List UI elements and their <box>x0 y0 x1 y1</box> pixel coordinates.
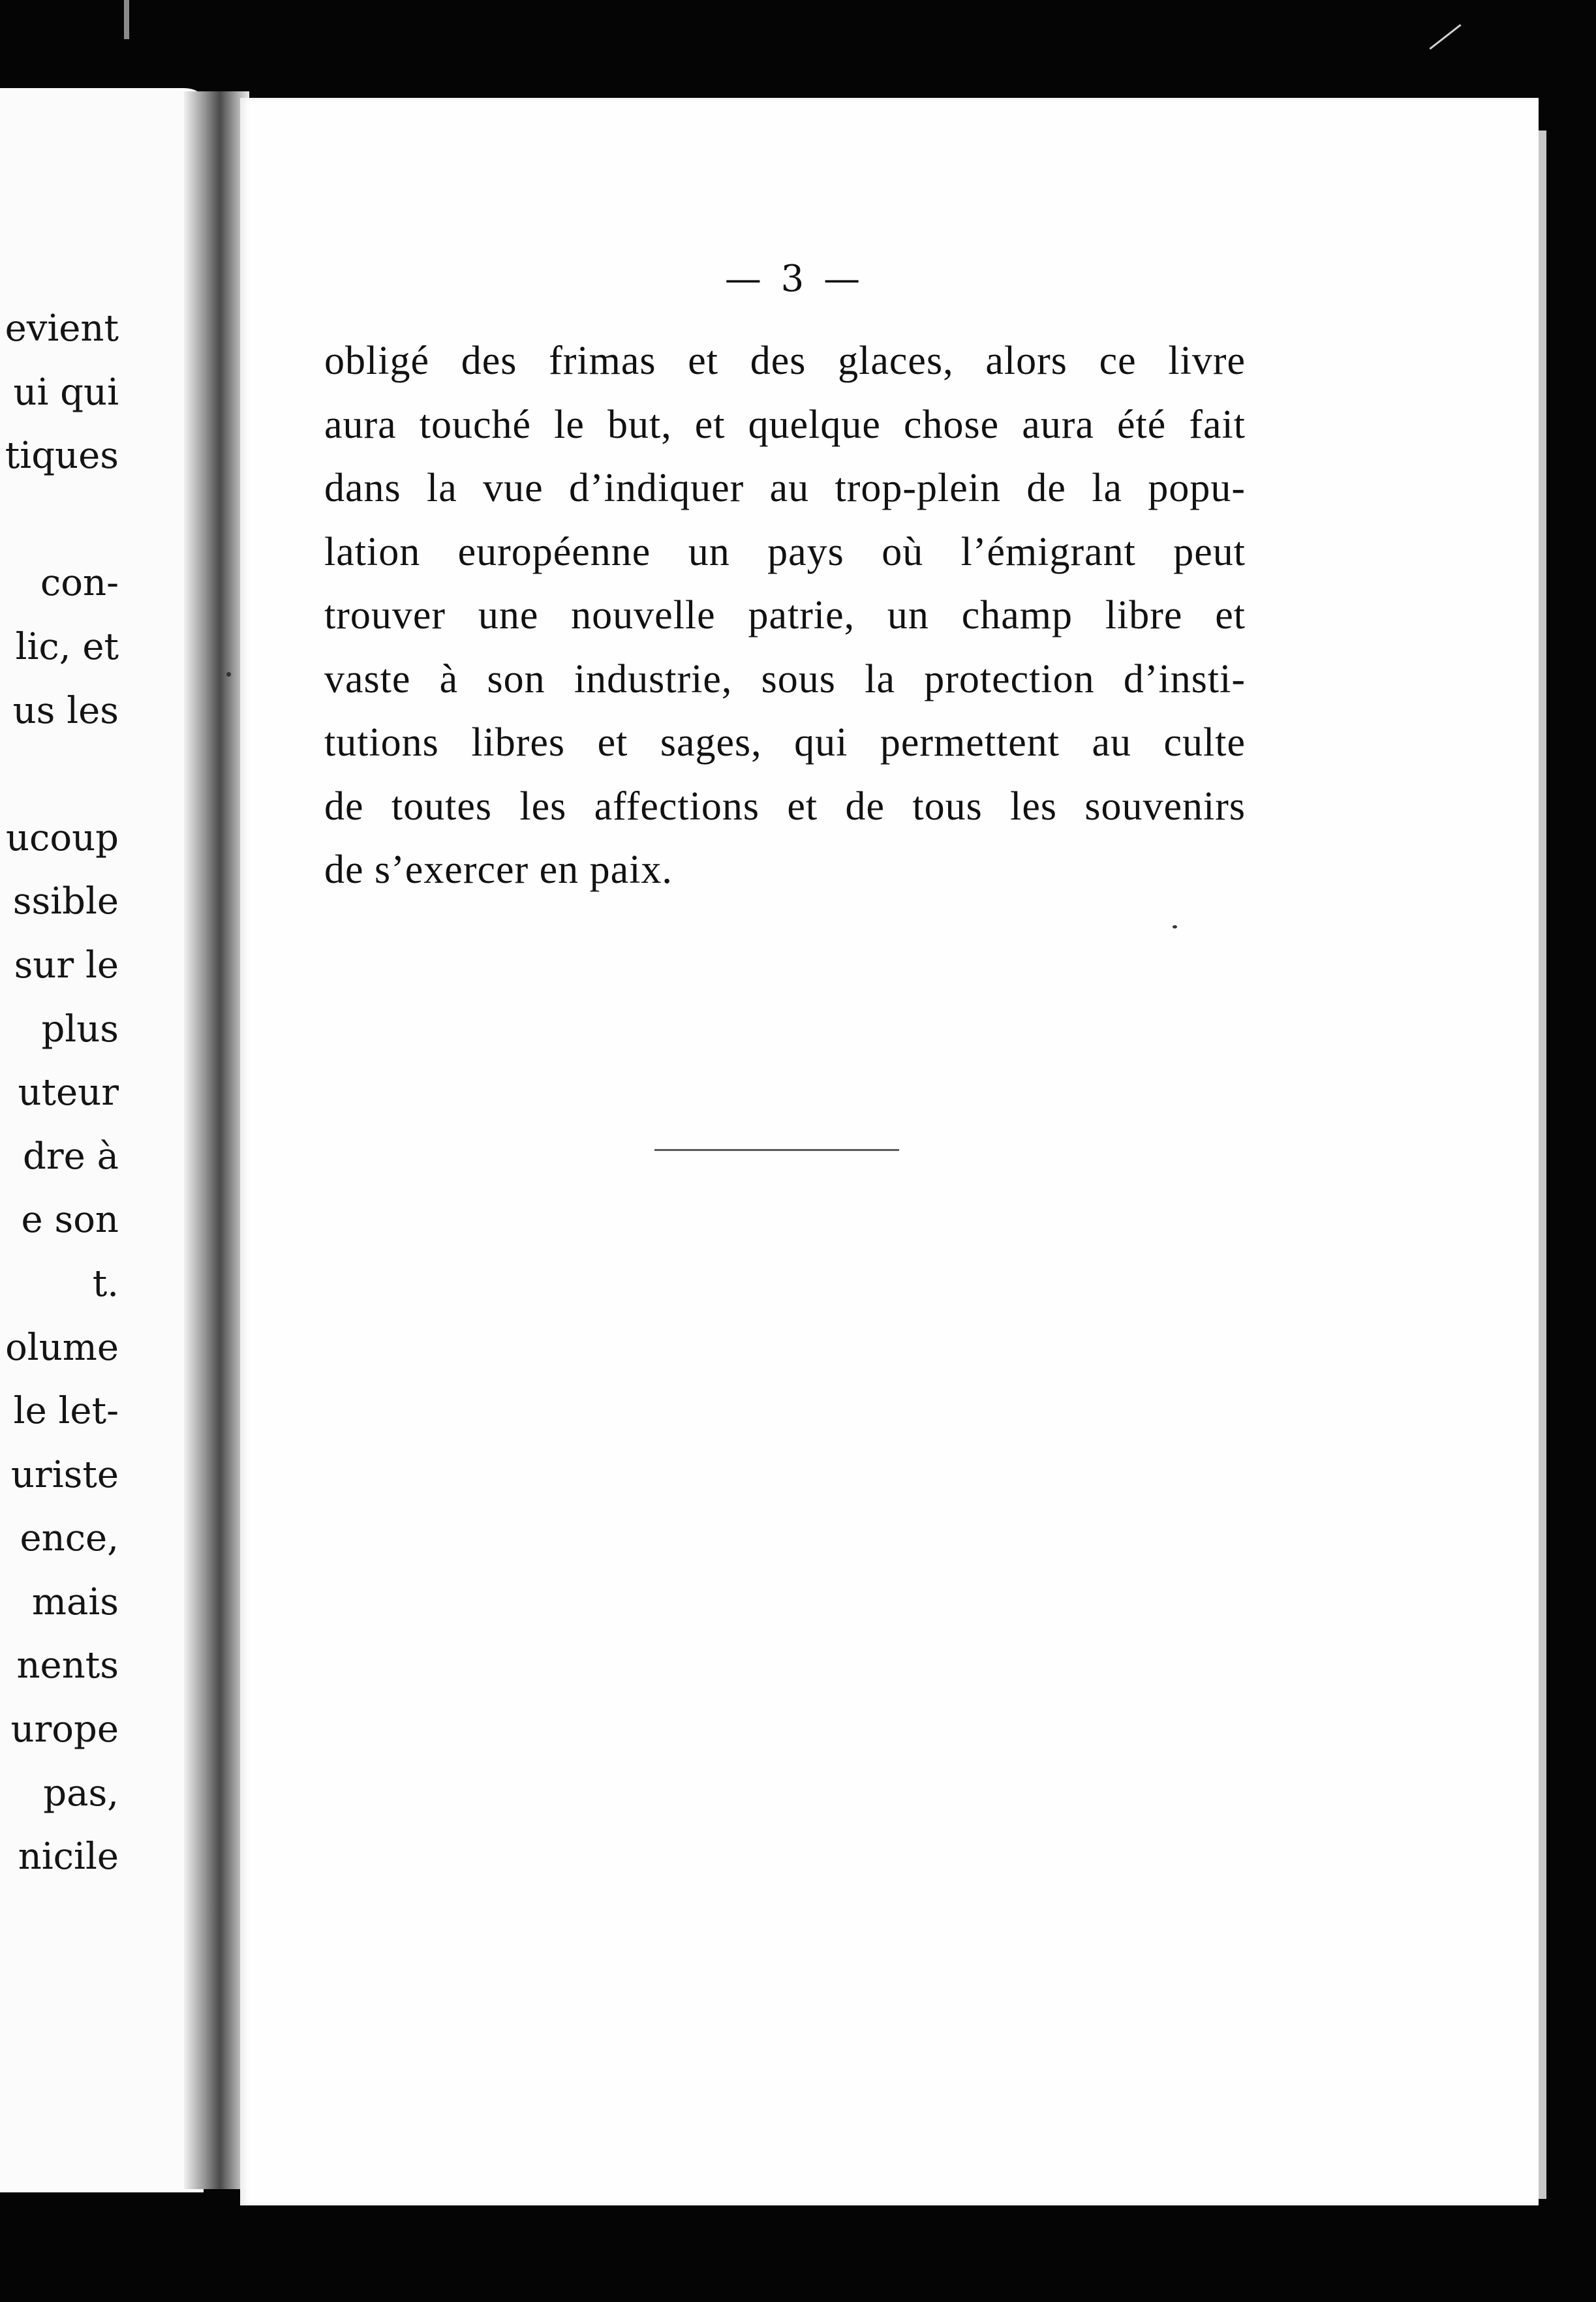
text-line: uteur <box>18 1071 119 1114</box>
text-line: de toutes les affections et de tous les souvenirs <box>324 784 1246 829</box>
ink-speck <box>226 672 231 677</box>
text-line: sur le <box>14 944 119 987</box>
left-page-text <box>5 297 119 1889</box>
left-page <box>0 88 204 2192</box>
text-line: mais <box>31 1580 119 1623</box>
text-line: nents <box>16 1644 119 1687</box>
page-edge <box>1539 130 1546 2199</box>
text-line: le let- <box>13 1390 119 1433</box>
text-line: lic, et <box>15 625 119 668</box>
text-line: obligé des frimas et des glaces, alors ce livre <box>324 339 1246 383</box>
scan-artifact <box>124 0 129 39</box>
ink-speck <box>1173 925 1177 928</box>
text-line: nicile <box>18 1835 119 1879</box>
text-line: de s’exercer en paix. <box>324 848 673 892</box>
text-line: evient <box>5 307 119 350</box>
text-line: e son <box>21 1199 119 1242</box>
paragraph-gap <box>5 743 119 806</box>
text-line: olume <box>5 1326 119 1369</box>
text-line: urope <box>10 1708 119 1751</box>
text-line: ui qui <box>13 371 119 414</box>
text-line: vaste à son industrie, sous la protection d’insti- <box>324 656 1246 701</box>
paragraph-gap <box>5 488 119 552</box>
text-line: tutions libres et sages, qui permettent au culte <box>324 720 1246 765</box>
text-line: t. <box>92 1262 119 1305</box>
page-number: — 3 — <box>724 258 865 300</box>
text-line: uriste <box>10 1453 119 1496</box>
text-line: ssible <box>12 880 119 923</box>
section-end-rule <box>654 1149 899 1151</box>
right-page-text <box>324 330 1246 902</box>
text-line: aura touché le but, et quelque chose aura été fait <box>324 402 1246 447</box>
text-line: trouver une nouvelle patrie, un champ libre et <box>324 593 1246 637</box>
text-line: dre à <box>23 1135 119 1178</box>
text-line: tiques <box>5 435 119 478</box>
text-line: us les <box>12 689 119 732</box>
text-line: ucoup <box>5 816 119 859</box>
scan-artifact <box>1429 24 1461 50</box>
text-line: plus <box>41 1007 119 1051</box>
text-line: pas, <box>43 1772 119 1815</box>
text-line: con- <box>40 562 119 605</box>
text-line: lation européenne un pays où l’émigrant peut <box>324 529 1246 574</box>
book-gutter <box>184 91 249 2189</box>
text-line: ence, <box>20 1517 119 1560</box>
text-line: dans la vue d’indiquer au trop-plein de la popu- <box>324 466 1246 510</box>
